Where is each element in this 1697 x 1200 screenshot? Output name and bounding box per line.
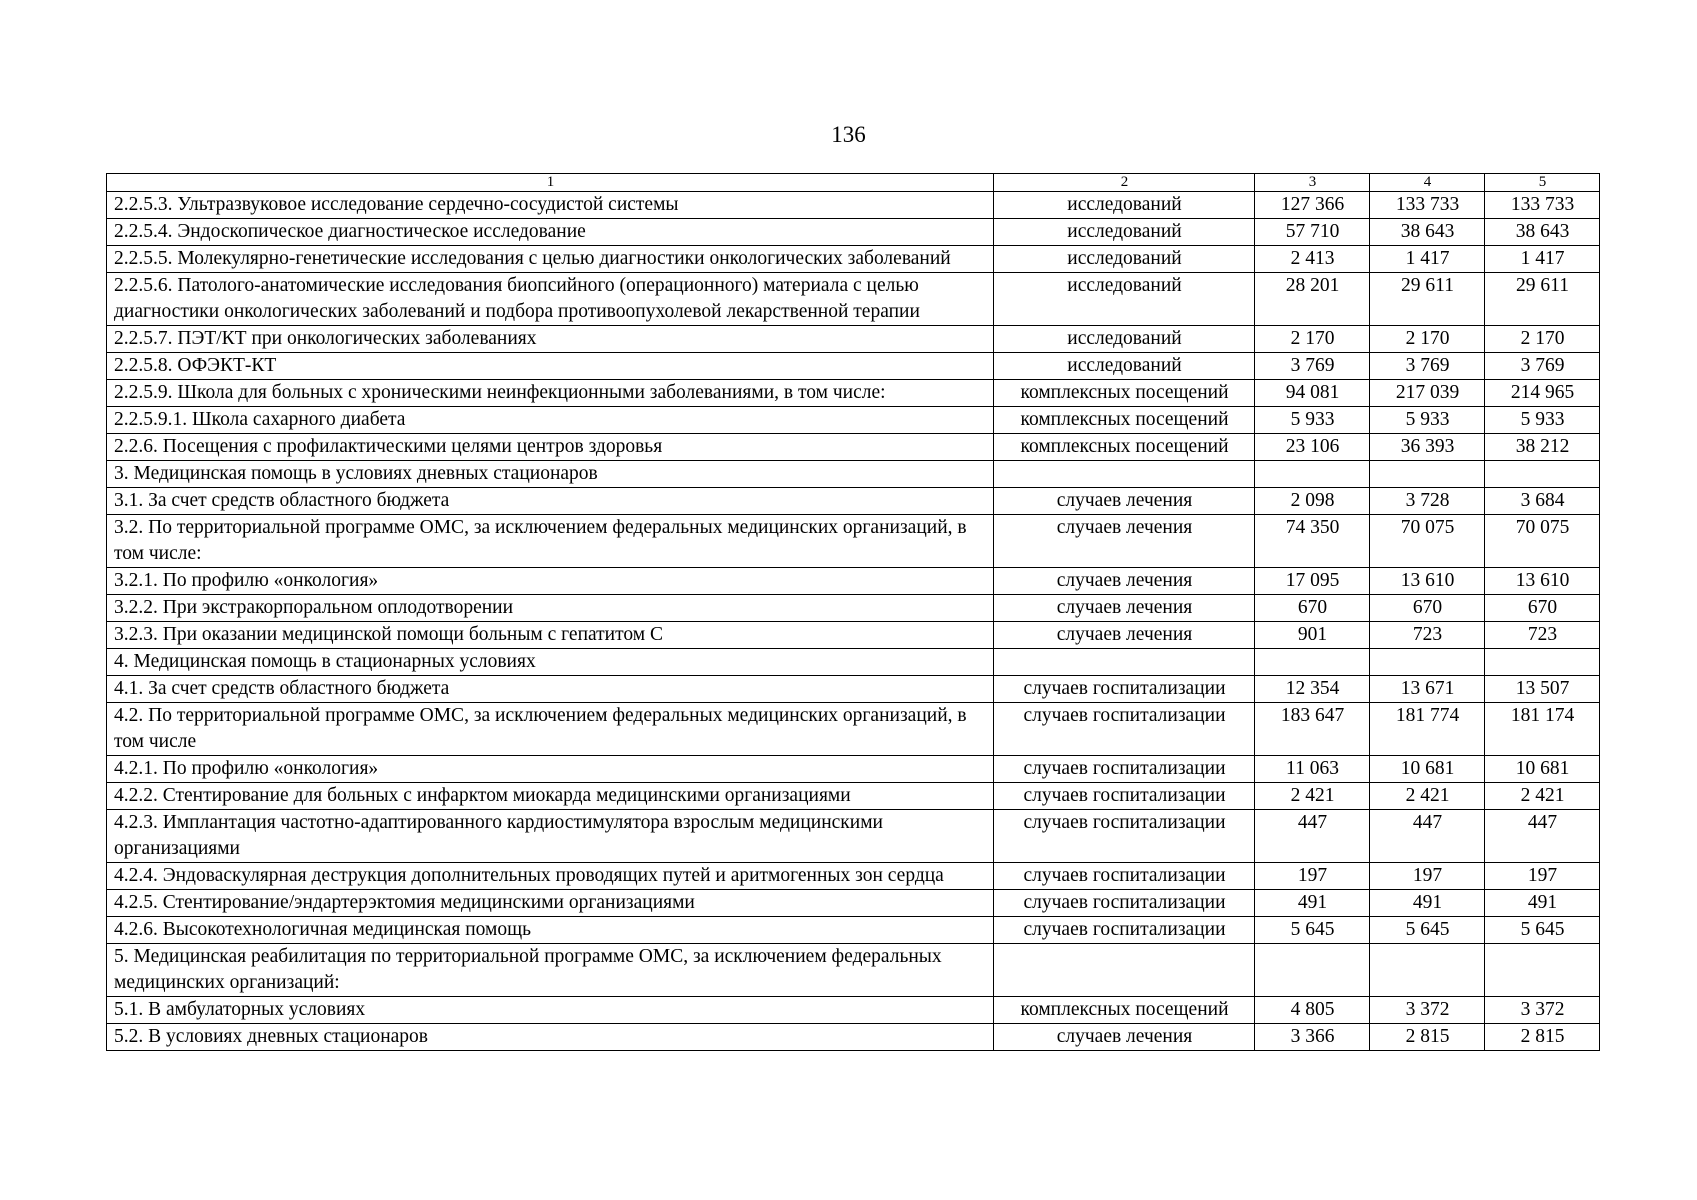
row-unit-cell: случаев лечения xyxy=(994,622,1255,649)
row-value-col4: 2 421 xyxy=(1370,783,1485,810)
table-row xyxy=(107,380,1600,407)
table-row xyxy=(107,944,1600,997)
row-value-col3: 670 xyxy=(1255,595,1370,622)
row-name-cell: 3. Медицинская помощь в условиях дневных стационаров xyxy=(107,461,994,488)
row-value-col4: 13 610 xyxy=(1370,568,1485,595)
table-row xyxy=(107,246,1600,273)
row-unit-cell: случаев лечения xyxy=(994,568,1255,595)
row-name-cell: 2.2.5.6. Патолого-анатомические исследования биопсийного (операционного) материала с целью диагностики онкологических заболеваний и подбора противоопухолевой лекарственной терапии xyxy=(107,273,994,326)
row-value-col3: 197 xyxy=(1255,863,1370,890)
row-value-col5: 133 733 xyxy=(1485,192,1600,219)
row-name-cell: 4.2.1. По профилю «онкология» xyxy=(107,756,994,783)
table-row xyxy=(107,997,1600,1024)
row-value-col4: 2 815 xyxy=(1370,1024,1485,1051)
table-row xyxy=(107,756,1600,783)
row-value-col4: 10 681 xyxy=(1370,756,1485,783)
row-value-col3: 2 098 xyxy=(1255,488,1370,515)
row-name-cell: 4.2.4. Эндоваскулярная деструкция дополнительных проводящих путей и аритмогенных зон сердца xyxy=(107,863,994,890)
row-name-cell: 4.1. За счет средств областного бюджета xyxy=(107,676,994,703)
row-value-col4 xyxy=(1370,944,1485,997)
row-unit-cell: исследований xyxy=(994,353,1255,380)
row-value-col3: 17 095 xyxy=(1255,568,1370,595)
table-row xyxy=(107,353,1600,380)
row-unit-cell: исследований xyxy=(994,219,1255,246)
page-number: 136 xyxy=(831,122,866,147)
row-value-col3: 127 366 xyxy=(1255,192,1370,219)
row-value-col3 xyxy=(1255,649,1370,676)
row-value-col3: 2 413 xyxy=(1255,246,1370,273)
row-value-col5: 2 815 xyxy=(1485,1024,1600,1051)
column-number-row xyxy=(107,174,1600,192)
row-value-col5: 38 643 xyxy=(1485,219,1600,246)
row-value-col4 xyxy=(1370,649,1485,676)
row-value-col5: 1 417 xyxy=(1485,246,1600,273)
row-value-col5 xyxy=(1485,649,1600,676)
row-value-col5 xyxy=(1485,461,1600,488)
row-value-col3: 183 647 xyxy=(1255,703,1370,756)
table-row xyxy=(107,1024,1600,1051)
row-value-col5: 2 170 xyxy=(1485,326,1600,353)
row-value-col5: 3 372 xyxy=(1485,997,1600,1024)
row-value-col3: 2 421 xyxy=(1255,783,1370,810)
row-unit-cell: комплексных посещений xyxy=(994,407,1255,434)
table-row xyxy=(107,703,1600,756)
row-value-col5: 2 421 xyxy=(1485,783,1600,810)
row-value-col4: 13 671 xyxy=(1370,676,1485,703)
table-row xyxy=(107,326,1600,353)
row-unit-cell: случаев госпитализации xyxy=(994,810,1255,863)
row-name-cell: 3.1. За счет средств областного бюджета xyxy=(107,488,994,515)
row-unit-cell: исследований xyxy=(994,273,1255,326)
row-value-col5: 214 965 xyxy=(1485,380,1600,407)
row-value-col3: 3 769 xyxy=(1255,353,1370,380)
row-value-col3: 74 350 xyxy=(1255,515,1370,568)
column-header-5: 5 xyxy=(1485,174,1600,192)
row-value-col3 xyxy=(1255,944,1370,997)
row-value-col4: 723 xyxy=(1370,622,1485,649)
row-unit-cell: случаев госпитализации xyxy=(994,676,1255,703)
row-name-cell: 2.2.5.8. ОФЭКТ-КТ xyxy=(107,353,994,380)
row-value-col3: 2 170 xyxy=(1255,326,1370,353)
row-value-col4: 217 039 xyxy=(1370,380,1485,407)
row-unit-cell xyxy=(994,461,1255,488)
row-unit-cell: случаев лечения xyxy=(994,488,1255,515)
row-name-cell: 2.2.5.5. Молекулярно-генетические исследования с целью диагностики онкологических заболеваний xyxy=(107,246,994,273)
row-unit-cell: комплексных посещений xyxy=(994,434,1255,461)
row-value-col4: 36 393 xyxy=(1370,434,1485,461)
row-value-col3 xyxy=(1255,461,1370,488)
row-unit-cell: случаев лечения xyxy=(994,515,1255,568)
row-unit-cell: исследований xyxy=(994,246,1255,273)
column-header-1: 1 xyxy=(107,174,994,192)
row-value-col5: 10 681 xyxy=(1485,756,1600,783)
column-header-2: 2 xyxy=(994,174,1255,192)
row-value-col5: 670 xyxy=(1485,595,1600,622)
row-value-col4: 3 769 xyxy=(1370,353,1485,380)
row-value-col5: 70 075 xyxy=(1485,515,1600,568)
row-value-col3: 28 201 xyxy=(1255,273,1370,326)
row-value-col4: 5 933 xyxy=(1370,407,1485,434)
table-row xyxy=(107,676,1600,703)
row-name-cell: 4.2.2. Стентирование для больных с инфарктом миокарда медицинскими организациями xyxy=(107,783,994,810)
row-value-col3: 5 933 xyxy=(1255,407,1370,434)
row-value-col3: 491 xyxy=(1255,890,1370,917)
row-name-cell: 5.2. В условиях дневных стационаров xyxy=(107,1024,994,1051)
row-value-col5: 13 507 xyxy=(1485,676,1600,703)
table-row xyxy=(107,917,1600,944)
table-row xyxy=(107,810,1600,863)
row-value-col4: 181 774 xyxy=(1370,703,1485,756)
row-value-col3: 23 106 xyxy=(1255,434,1370,461)
table-row xyxy=(107,890,1600,917)
row-value-col5: 5 933 xyxy=(1485,407,1600,434)
row-name-cell: 5. Медицинская реабилитация по территориальной программе ОМС, за исключением федеральных медицинских организаций: xyxy=(107,944,994,997)
row-unit-cell: исследований xyxy=(994,192,1255,219)
row-value-col4: 5 645 xyxy=(1370,917,1485,944)
row-value-col5: 5 645 xyxy=(1485,917,1600,944)
table-row xyxy=(107,863,1600,890)
table-row xyxy=(107,622,1600,649)
row-unit-cell: случаев лечения xyxy=(994,595,1255,622)
row-value-col5: 13 610 xyxy=(1485,568,1600,595)
row-value-col4: 447 xyxy=(1370,810,1485,863)
table-row xyxy=(107,192,1600,219)
table-row xyxy=(107,461,1600,488)
row-value-col4: 3 372 xyxy=(1370,997,1485,1024)
row-name-cell: 5.1. В амбулаторных условиях xyxy=(107,997,994,1024)
row-name-cell: 3.2. По территориальной программе ОМС, за исключением федеральных медицинских организаций, в том числе: xyxy=(107,515,994,568)
table-row xyxy=(107,595,1600,622)
table-row xyxy=(107,273,1600,326)
row-value-col5: 723 xyxy=(1485,622,1600,649)
column-header-4: 4 xyxy=(1370,174,1485,192)
row-value-col5: 447 xyxy=(1485,810,1600,863)
row-unit-cell: случаев госпитализации xyxy=(994,756,1255,783)
row-value-col4: 70 075 xyxy=(1370,515,1485,568)
row-value-col3: 901 xyxy=(1255,622,1370,649)
row-value-col5: 38 212 xyxy=(1485,434,1600,461)
row-unit-cell: исследований xyxy=(994,326,1255,353)
table-row xyxy=(107,568,1600,595)
row-name-cell: 2.2.5.9.1. Школа сахарного диабета xyxy=(107,407,994,434)
row-name-cell: 2.2.5.9. Школа для больных с хроническими неинфекционными заболеваниями, в том числе: xyxy=(107,380,994,407)
row-value-col4: 491 xyxy=(1370,890,1485,917)
row-value-col5: 29 611 xyxy=(1485,273,1600,326)
row-value-col3: 94 081 xyxy=(1255,380,1370,407)
table-row xyxy=(107,783,1600,810)
row-value-col4: 670 xyxy=(1370,595,1485,622)
row-unit-cell: комплексных посещений xyxy=(994,997,1255,1024)
table-row xyxy=(107,515,1600,568)
row-value-col5: 181 174 xyxy=(1485,703,1600,756)
table-row xyxy=(107,219,1600,246)
row-value-col3: 4 805 xyxy=(1255,997,1370,1024)
row-value-col4 xyxy=(1370,461,1485,488)
data-table xyxy=(106,173,1600,1051)
row-value-col3: 12 354 xyxy=(1255,676,1370,703)
row-unit-cell: случаев госпитализации xyxy=(994,783,1255,810)
row-value-col4: 197 xyxy=(1370,863,1485,890)
table-body xyxy=(107,174,1600,1051)
row-name-cell: 2.2.5.4. Эндоскопическое диагностическое исследование xyxy=(107,219,994,246)
row-unit-cell: случаев лечения xyxy=(994,1024,1255,1051)
row-name-cell: 3.2.2. При экстракорпоральном оплодотворении xyxy=(107,595,994,622)
row-value-col3: 11 063 xyxy=(1255,756,1370,783)
row-name-cell: 4.2.5. Стентирование/эндартерэктомия медицинскими организациями xyxy=(107,890,994,917)
table-row xyxy=(107,488,1600,515)
row-name-cell: 3.2.3. При оказании медицинской помощи больным с гепатитом С xyxy=(107,622,994,649)
row-name-cell: 4.2.3. Имплантация частотно-адаптированного кардиостимулятора взрослым медицинскими организациями xyxy=(107,810,994,863)
column-header-3: 3 xyxy=(1255,174,1370,192)
row-name-cell: 4.2. По территориальной программе ОМС, за исключением федеральных медицинских организаций, в том числе xyxy=(107,703,994,756)
row-unit-cell: случаев госпитализации xyxy=(994,703,1255,756)
row-value-col5: 491 xyxy=(1485,890,1600,917)
row-unit-cell: случаев госпитализации xyxy=(994,917,1255,944)
row-value-col4: 1 417 xyxy=(1370,246,1485,273)
row-value-col4: 29 611 xyxy=(1370,273,1485,326)
row-name-cell: 2.2.6. Посещения с профилактическими целями центров здоровья xyxy=(107,434,994,461)
row-value-col4: 3 728 xyxy=(1370,488,1485,515)
row-value-col3: 447 xyxy=(1255,810,1370,863)
row-value-col3: 3 366 xyxy=(1255,1024,1370,1051)
row-unit-cell xyxy=(994,649,1255,676)
table-row xyxy=(107,649,1600,676)
row-unit-cell: случаев госпитализации xyxy=(994,890,1255,917)
row-value-col5 xyxy=(1485,944,1600,997)
row-value-col4: 38 643 xyxy=(1370,219,1485,246)
table-row xyxy=(107,434,1600,461)
row-unit-cell: комплексных посещений xyxy=(994,380,1255,407)
row-name-cell: 4.2.6. Высокотехнологичная медицинская помощь xyxy=(107,917,994,944)
row-unit-cell: случаев госпитализации xyxy=(994,863,1255,890)
row-value-col5: 3 684 xyxy=(1485,488,1600,515)
row-value-col3: 5 645 xyxy=(1255,917,1370,944)
table-row xyxy=(107,407,1600,434)
row-value-col5: 197 xyxy=(1485,863,1600,890)
row-value-col5: 3 769 xyxy=(1485,353,1600,380)
row-name-cell: 2.2.5.7. ПЭТ/КТ при онкологических заболеваниях xyxy=(107,326,994,353)
row-name-cell: 3.2.1. По профилю «онкология» xyxy=(107,568,994,595)
row-unit-cell xyxy=(994,944,1255,997)
row-value-col4: 133 733 xyxy=(1370,192,1485,219)
row-value-col3: 57 710 xyxy=(1255,219,1370,246)
row-name-cell: 2.2.5.3. Ультразвуковое исследование сердечно-сосудистой системы xyxy=(107,192,994,219)
row-value-col4: 2 170 xyxy=(1370,326,1485,353)
row-name-cell: 4. Медицинская помощь в стационарных условиях xyxy=(107,649,994,676)
